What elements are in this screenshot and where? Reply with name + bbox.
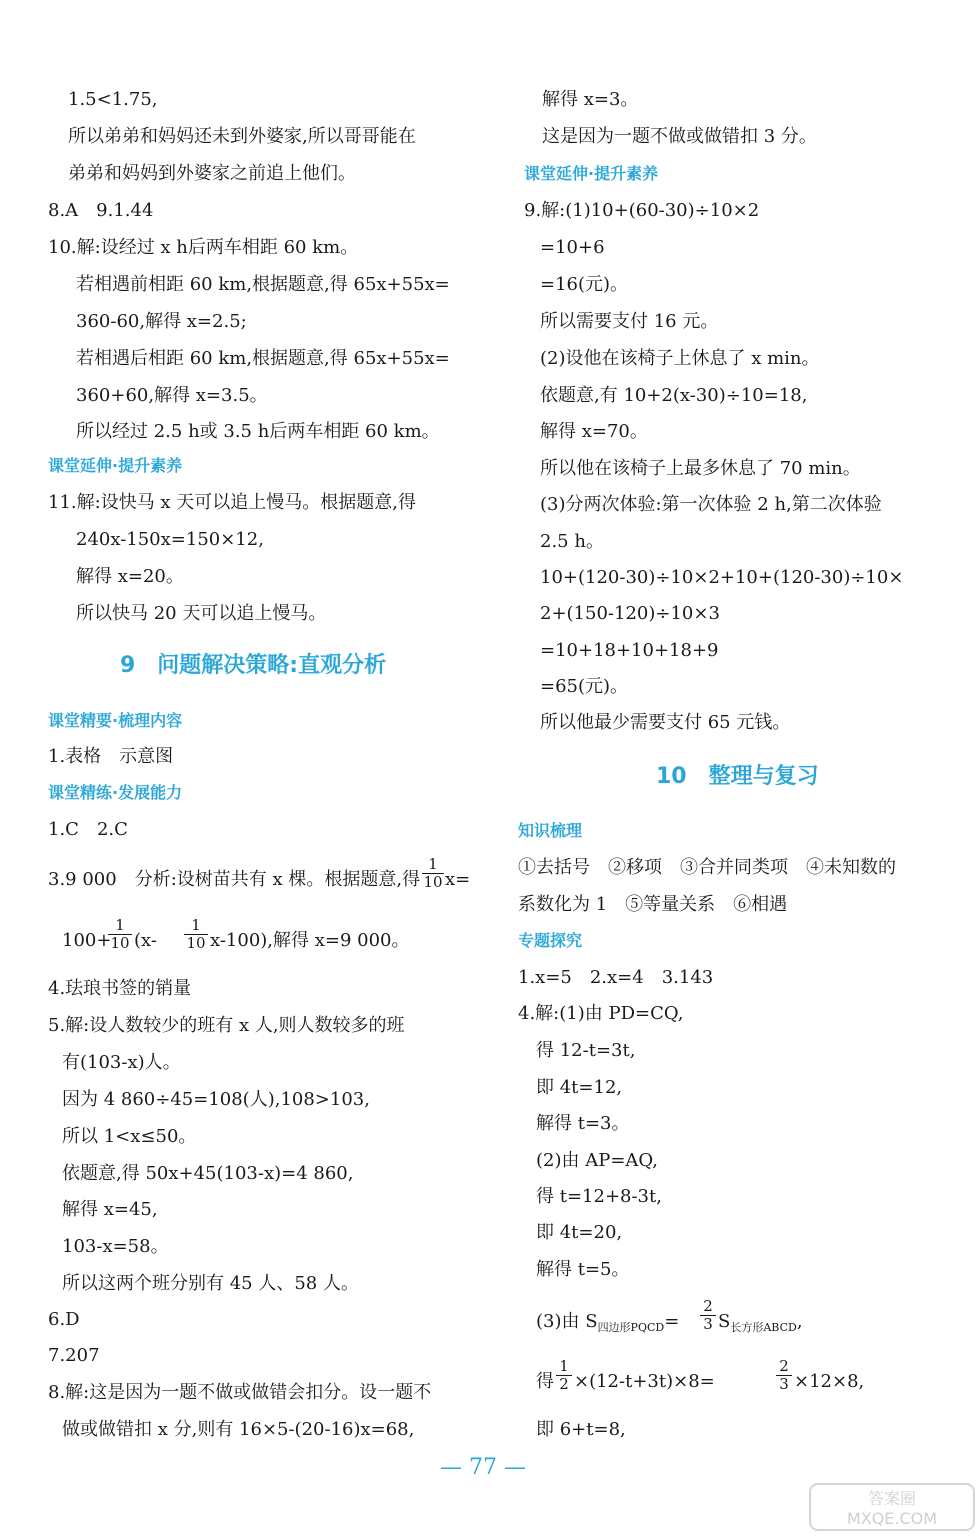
text-line: 所以需要支付 16 元。 [540,311,719,332]
chapter-title: 10 整理与复习 [656,764,819,789]
answer-line: 9.解:(1)10+(60-30)÷10×2 [524,200,760,221]
area-symbol: S [718,1311,731,1332]
text-line: =10+18+10+18+9 [540,640,719,661]
q3b-mid: ×(12-t+3t)×8= [574,1371,715,1392]
svg-text:答案圈: 答案圈 [867,1489,917,1508]
text-line: (3)分两次体验:第一次体验 2 h,第二次体验 [540,494,882,515]
text-line: 解得 t=3。 [536,1113,630,1134]
text-line: 这是因为一题不做或做错扣 3 分。 [542,126,817,147]
numerator: 1 [422,856,444,874]
text-line: 240x-150x=150×12, [76,529,264,550]
denominator: 10 [110,934,130,952]
text-line: 解得 x=45, [62,1199,158,1220]
q3b-end: ×12×8, [794,1371,865,1392]
answer-line: 8.解:这是因为一题不做或做错会扣分。设一题不 [48,1382,432,1403]
answer-line: 10.解:设经过 x h后两车相距 60 km。 [48,237,359,258]
fraction [700,1298,716,1333]
answer-line: 11.解:设快马 x 天可以追上慢马。根据题意,得 [48,492,417,513]
text-line: 2+(150-120)÷10×3 [540,603,720,624]
text-line: ①去括号 ②移项 ③合并同类项 ④未知数的 [518,857,896,878]
text-line: 即 6+t=8, [536,1419,626,1440]
section-heading: 课堂延伸·提升素养 [48,456,183,475]
subscript: 四边形PQCD [597,1321,665,1334]
answer-line: 1.x=5 2.x=4 3.143 [518,967,714,988]
text-line: 解得 x=70。 [540,421,648,442]
text-line: 所以他最少需要支付 65 元钱。 [540,712,791,733]
section-heading: 知识梳理 [518,821,583,840]
denominator: 2 [559,1375,569,1393]
text-line: 依题意,有 10+2(x-30)÷10=18, [540,385,808,406]
section-heading: 课堂精要·梳理内容 [48,711,183,730]
denominator: 3 [779,1375,789,1393]
section-heading: 课堂延伸·提升素养 [524,164,659,183]
answer-line: 1.C 2.C [48,819,128,840]
text-line: 解得 x=3。 [542,89,639,110]
text-line: 若相遇前相距 60 km,根据题意,得 65x+55x= [76,274,450,295]
text-line: 弟弟和妈妈到外婆家之前追上他们。 [68,163,356,184]
text-line: 1.5<1.75, [68,89,158,110]
answer-line: 1.表格 示意图 [48,746,174,767]
q3-line2-start: 100+ [62,930,112,951]
q3b-prefix: 得 [536,1371,554,1392]
text-line: 103-x=58。 [62,1236,169,1257]
text-line: 做或做错扣 x 分,则有 16×5-(20-16)x=68, [62,1419,415,1440]
q3-prefix: (3)由 S [536,1311,598,1332]
text-line: 即 4t=12, [536,1077,623,1098]
fraction [184,917,208,952]
answer-line [48,868,420,892]
text-line: 所以他在该椅子上最多休息了 70 min。 [540,458,861,479]
comma: , [796,1311,803,1332]
fraction [776,1358,792,1393]
numerator: 1 [108,917,132,935]
text-line: 因为 4 860÷45=108(人),108>103, [62,1089,370,1110]
fraction [556,1358,572,1393]
numerator: 1 [184,917,208,935]
text-line: 所以弟弟和妈妈还未到外婆家,所以哥哥能在 [68,126,416,147]
text-line: 依题意,得 50x+45(103-x)=4 860, [62,1163,354,1184]
svg-text:MXQE.COM: MXQE.COM [846,1509,938,1528]
numerator: 1 [556,1358,572,1376]
text-line: 若相遇后相距 60 km,根据题意,得 65x+55x= [76,348,450,369]
answer-line: 6.D [48,1309,80,1330]
text-line: =10+6 [540,237,605,258]
chapter-title: 9 问题解决策略:直观分析 [120,653,387,678]
text-line: 10+(120-30)÷10×2+10+(120-30)÷10× [540,567,904,588]
text-line: 2.5 h。 [540,531,604,552]
text-line: 得 t=12+8-3t, [536,1186,662,1207]
text-line: 所以快马 20 天可以追上慢马。 [76,603,327,624]
text-line: =65(元)。 [540,676,629,697]
answer-line: 4.解:(1)由 PD=CQ, [518,1003,684,1024]
watermark-logo [808,1482,976,1532]
text-line: =16(元)。 [540,274,629,295]
text-line: 360+60,解得 x=3.5。 [76,385,268,406]
answer-line: 4.珐琅书签的销量 [48,978,192,999]
page-number: — 77 — [440,1455,526,1480]
watermark-icon [808,1482,976,1532]
text-line: 解得 t=5。 [536,1259,630,1280]
text-line: (2)由 AP=AQ, [536,1150,658,1171]
q3-text: 3.9 000 分析:设树苗共有 x 棵。根据题意,得 [48,869,421,890]
denominator: 3 [703,1315,713,1333]
answer-line: 5.解:设人数较少的班有 x 人,则人数较多的班 [48,1015,405,1036]
text-line: 所以经过 2.5 h或 3.5 h后两车相距 60 km。 [76,421,440,442]
text-line: 解得 x=20。 [76,566,184,587]
fraction [422,856,444,891]
q3-area-rest [718,1310,803,1340]
section-heading: 专题探究 [518,931,583,950]
denominator: 10 [186,934,206,952]
fraction [108,917,132,952]
equals: = [664,1311,680,1332]
text-line: 得 12-t=3t, [536,1040,636,1061]
text-line: 系数化为 1 ⑤等量关系 ⑥相遇 [518,894,788,915]
text-line: 所以 1<x≤50。 [62,1126,197,1147]
denominator: 10 [423,873,443,891]
text-line: 即 4t=20, [536,1222,623,1243]
variable: x= [445,869,471,890]
q3-line2-end: x-100),解得 x=9 000。 [210,930,410,951]
section-heading: 课堂精练·发展能力 [48,783,183,802]
q3-line2-mid: (x- [134,930,157,951]
text-line: 有(103-x)人。 [62,1052,181,1073]
text-line: 所以这两个班分别有 45 人、58 人。 [62,1273,359,1294]
q3-area-line [536,1310,679,1340]
text-line: (2)设他在该椅子上休息了 x min。 [540,348,820,369]
text-line: 360-60,解得 x=2.5; [76,311,247,332]
numerator: 2 [700,1298,716,1316]
answer-line: 7.207 [48,1345,100,1366]
answer-line: 8.A 9.1.44 [48,200,154,221]
numerator: 2 [776,1358,792,1376]
subscript: 长方形ABCD [730,1321,797,1334]
